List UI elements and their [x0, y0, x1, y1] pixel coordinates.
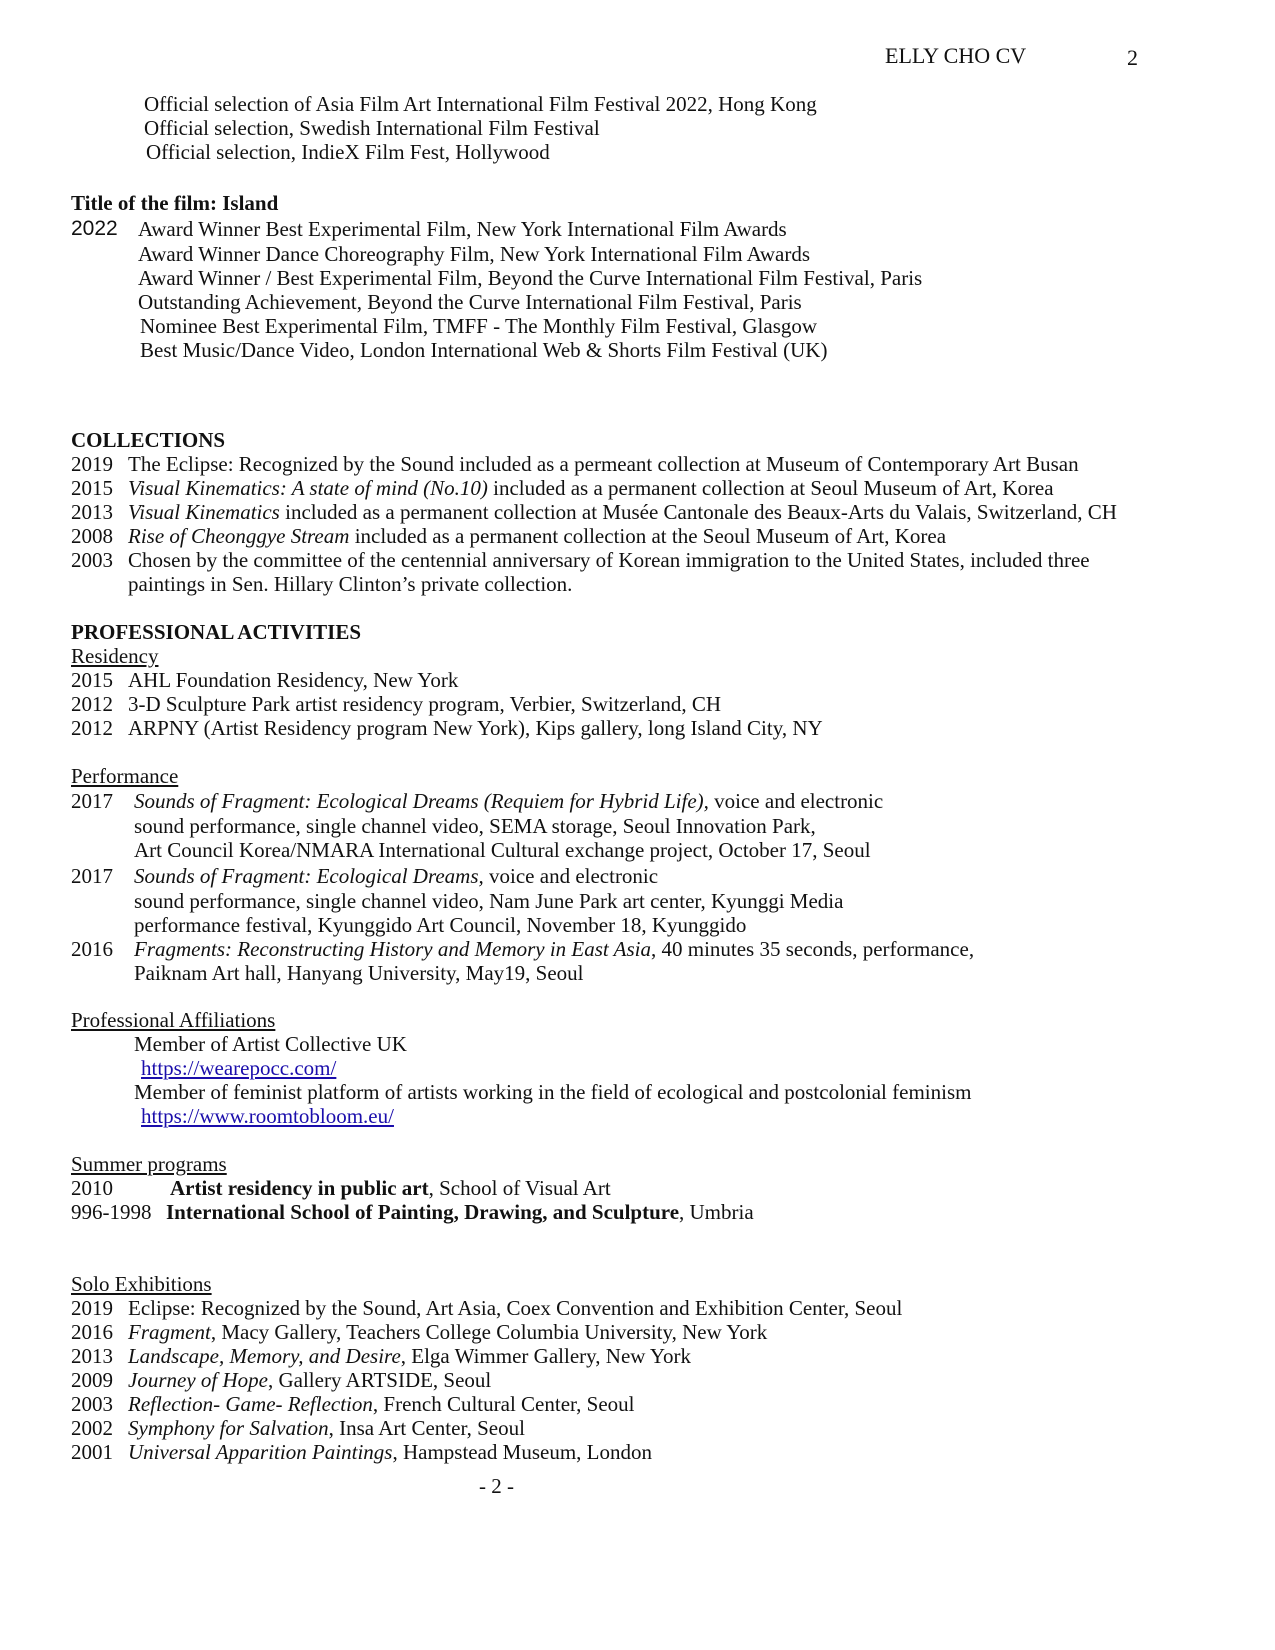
affiliation-link[interactable]: https://www.roomtobloom.eu/ — [141, 1104, 394, 1128]
affiliation-member: Member of Artist Collective UK — [134, 1032, 407, 1056]
award-line: Award Winner Dance Choreography Film, New York International Film Awards — [138, 242, 811, 266]
performance-year: 2017 — [71, 864, 113, 888]
collection-text: Chosen by the committee of the centennial anniversary of Korean immigration to the United States, included three — [128, 548, 1090, 572]
film-title-heading: Title of the film: Island — [71, 191, 279, 215]
summer-program-text: International School of Painting, Drawing, and Sculpture, Umbria — [166, 1200, 754, 1224]
exhibition-year: 2009 — [71, 1368, 113, 1392]
exhibition-text: Reflection- Game- Reflection, French Cultural Center, Seoul — [128, 1392, 635, 1416]
exhibition-text: Eclipse: Recognized by the Sound, Art Asia, Coex Convention and Exhibition Center, Seoul — [128, 1296, 903, 1320]
performance-title-line: Sounds of Fragment: Ecological Dreams, voice and electronic — [134, 864, 659, 888]
award-line: Award Winner Best Experimental Film, New York International Film Awards — [138, 217, 787, 241]
residency-text: ARPNY (Artist Residency program New York), Kips gallery, long Island City, NY — [128, 716, 823, 740]
page-footer-number: - 2 - — [479, 1474, 514, 1498]
collection-year: 2003 — [71, 548, 113, 572]
performance-title-line: Fragments: Reconstructing History and Memory in East Asia, 40 minutes 35 seconds, performance, — [134, 937, 975, 961]
residency-subheading: Residency — [71, 644, 159, 668]
summer-programs-subheading: Summer programs — [71, 1152, 227, 1176]
affiliation-member: Member of feminist platform of artists working in the field of ecological and postcolonial feminism — [134, 1080, 972, 1104]
exhibition-year: 2002 — [71, 1416, 113, 1440]
residency-text: AHL Foundation Residency, New York — [128, 668, 459, 692]
performance-subheading: Performance — [71, 764, 179, 788]
residency-year: 2015 — [71, 668, 113, 692]
award-line: Award Winner / Best Experimental Film, Beyond the Curve International Film Festival, Paris — [138, 266, 923, 290]
running-header-page-number: 2 — [1127, 45, 1138, 70]
collections-heading: COLLECTIONS — [71, 428, 226, 452]
exhibition-text: Fragment, Macy Gallery, Teachers College Columbia University, New York — [128, 1320, 768, 1344]
collection-text: Visual Kinematics: A state of mind (No.10) included as a permanent collection at Seoul Museum of Art, Korea — [128, 476, 1054, 500]
performance-line: sound performance, single channel video, SEMA storage, Seoul Innovation Park, — [134, 814, 816, 838]
award-year: 2022 — [71, 217, 118, 240]
exhibition-text: Symphony for Salvation, Insa Art Center, Seoul — [128, 1416, 525, 1440]
exhibition-year: 2013 — [71, 1344, 113, 1368]
exhibition-text: Journey of Hope, Gallery ARTSIDE, Seoul — [128, 1368, 492, 1392]
performance-line: Art Council Korea/NMARA International Cultural exchange project, October 17, Seoul — [134, 838, 871, 862]
professional-heading: PROFESSIONAL ACTIVITIES — [71, 620, 362, 644]
performance-line: performance festival, Kyunggido Art Council, November 18, Kyunggido — [134, 913, 747, 937]
exhibition-year: 2001 — [71, 1440, 113, 1464]
affiliations-subheading: Professional Affiliations — [71, 1008, 276, 1032]
solo-exhibitions-subheading: Solo Exhibitions — [71, 1272, 212, 1296]
summer-program-text: Artist residency in public art, School of Visual Art — [170, 1176, 611, 1200]
award-line: Best Music/Dance Video, London International Web & Shorts Film Festival (UK) — [140, 338, 828, 362]
collection-text: The Eclipse: Recognized by the Sound included as a permeant collection at Museum of Contemporary Art Busan — [128, 452, 1079, 476]
film-selection-line: Official selection, IndieX Film Fest, Hollywood — [146, 140, 550, 164]
performance-line: sound performance, single channel video, Nam June Park art center, Kyunggi Media — [134, 889, 844, 913]
exhibition-year: 2003 — [71, 1392, 113, 1416]
exhibition-text: Landscape, Memory, and Desire, Elga Wimmer Gallery, New York — [128, 1344, 691, 1368]
summer-year: 996-1998 — [71, 1200, 152, 1224]
performance-year: 2016 — [71, 937, 113, 961]
exhibition-text: Universal Apparition Paintings, Hampstead Museum, London — [128, 1440, 652, 1464]
collection-text-continuation: paintings in Sen. Hillary Clinton’s private collection. — [128, 572, 573, 596]
running-header-title: ELLY CHO CV — [885, 43, 1027, 68]
award-line: Nominee Best Experimental Film, TMFF - The Monthly Film Festival, Glasgow — [140, 314, 818, 338]
collection-text: Rise of Cheonggye Stream included as a permanent collection at the Seoul Museum of Art, Korea — [128, 524, 947, 548]
residency-text: 3-D Sculpture Park artist residency program, Verbier, Switzerland, CH — [128, 692, 722, 716]
film-selection-line: Official selection of Asia Film Art International Film Festival 2022, Hong Kong — [144, 92, 817, 116]
residency-year: 2012 — [71, 692, 113, 716]
exhibition-year: 2019 — [71, 1296, 113, 1320]
collection-year: 2015 — [71, 476, 113, 500]
summer-year: 2010 — [71, 1176, 113, 1200]
affiliation-link[interactable]: https://wearepocc.com/ — [141, 1056, 337, 1080]
performance-line: Paiknam Art hall, Hanyang University, May19, Seoul — [134, 961, 584, 985]
performance-year: 2017 — [71, 789, 113, 813]
collection-year: 2019 — [71, 452, 113, 476]
performance-title-line: Sounds of Fragment: Ecological Dreams (Requiem for Hybrid Life), voice and electronic — [134, 789, 884, 813]
collection-year: 2013 — [71, 500, 113, 524]
film-selection-line: Official selection, Swedish International Film Festival — [144, 116, 600, 140]
award-line: Outstanding Achievement, Beyond the Curve International Film Festival, Paris — [138, 290, 802, 314]
exhibition-year: 2016 — [71, 1320, 113, 1344]
residency-year: 2012 — [71, 716, 113, 740]
collection-text: Visual Kinematics included as a permanent collection at Musée Cantonale des Beaux-Arts du Valais, Switzerland, CH — [128, 500, 1117, 524]
collection-year: 2008 — [71, 524, 113, 548]
